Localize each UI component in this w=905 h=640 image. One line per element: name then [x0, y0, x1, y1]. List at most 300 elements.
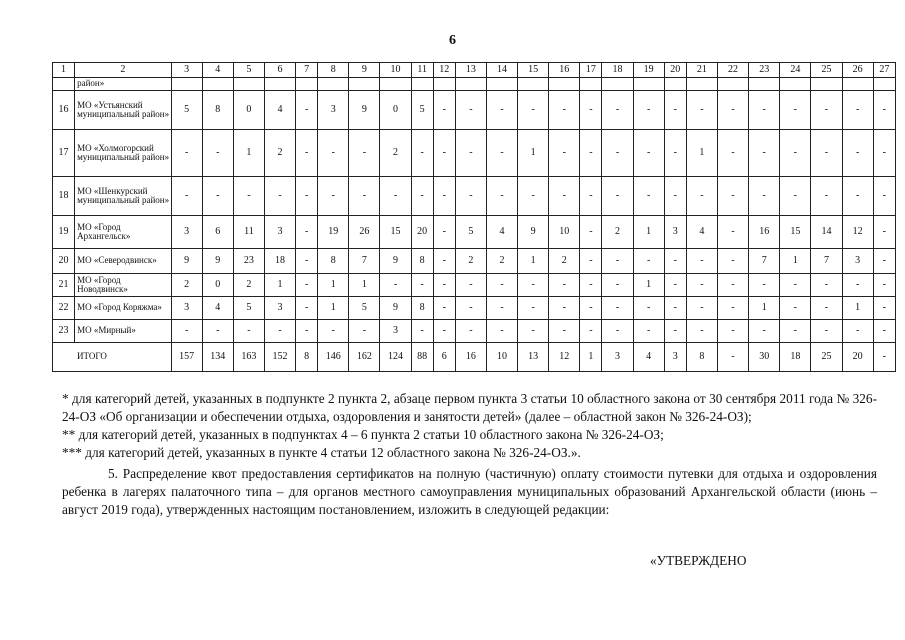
table-cell: 1	[633, 274, 664, 297]
table-cell	[233, 78, 264, 91]
table-cell: -	[580, 274, 602, 297]
table-cell: -	[664, 130, 686, 177]
table-cell	[318, 78, 349, 91]
table-cell: 1	[518, 130, 549, 177]
table-cell: -	[811, 297, 842, 320]
column-header: 23	[749, 63, 780, 78]
footnotes	[62, 390, 877, 519]
table-cell: -	[296, 91, 318, 130]
total-cell: 3	[602, 343, 633, 372]
table-cell: 5	[455, 216, 486, 249]
row-number: 16	[53, 91, 75, 130]
footnote-1: * для категорий детей, указанных в подпункте 2 пункта 2, абзаце первом пункта 3 статьи 10 областного закона от 30 сентября 2011 года № 326-24-ОЗ «Об организации и обеспечении отдыха, оздоровления и занятости детей» (далее – областной закон № 326-24-ОЗ);	[62, 391, 877, 424]
table-cell: 3	[171, 216, 202, 249]
table-cell: -	[455, 91, 486, 130]
municipality-name: МО «Город Коряжма»	[75, 297, 171, 320]
table-cell: -	[486, 130, 517, 177]
column-header: 11	[411, 63, 433, 78]
table-cell: -	[318, 130, 349, 177]
total-cell: 13	[518, 343, 549, 372]
table-cell: 12	[842, 216, 873, 249]
table-cell: 3	[171, 297, 202, 320]
table-cell: 0	[202, 274, 233, 297]
table-cell: 2	[233, 274, 264, 297]
table-cell: -	[602, 177, 633, 216]
table-cell: -	[411, 177, 433, 216]
table-cell: 1	[633, 216, 664, 249]
table-cell: 2	[486, 249, 517, 274]
table-cell: -	[633, 320, 664, 343]
table-cell: 18	[264, 249, 295, 274]
table-cell: -	[664, 297, 686, 320]
table-row	[53, 320, 896, 343]
total-cell: 12	[549, 343, 580, 372]
table-cell	[686, 78, 717, 91]
table-cell: -	[580, 320, 602, 343]
table-cell: -	[717, 297, 748, 320]
column-header: 10	[380, 63, 411, 78]
table-cell	[296, 78, 318, 91]
table-cell: 0	[233, 91, 264, 130]
total-label: ИТОГО	[53, 343, 172, 372]
table-cell: -	[433, 274, 455, 297]
table-cell: -	[380, 274, 411, 297]
column-header: 7	[296, 63, 318, 78]
table-cell: -	[873, 130, 895, 177]
table-cell: -	[664, 91, 686, 130]
table-cell: -	[749, 91, 780, 130]
table-cell: -	[202, 130, 233, 177]
table-cell: -	[842, 177, 873, 216]
row-number: 18	[53, 177, 75, 216]
table-cell: -	[811, 320, 842, 343]
table-cell: 2	[380, 130, 411, 177]
table-cell: 19	[318, 216, 349, 249]
table-row	[53, 177, 896, 216]
row-number	[53, 78, 75, 91]
footnote-2: ** для категорий детей, указанных в подпунктах 4 – 6 пункта 2 статьи 10 областного закона № 326-24-ОЗ;	[62, 427, 664, 442]
table-cell: -	[842, 91, 873, 130]
row-number: 22	[53, 297, 75, 320]
table-cell: 9	[202, 249, 233, 274]
column-header: 15	[518, 63, 549, 78]
total-cell: -	[873, 343, 895, 372]
table-cell: 3	[318, 91, 349, 130]
municipality-name: МО «Город Архангельск»	[75, 216, 171, 249]
table-cell: -	[780, 297, 811, 320]
municipality-name: МО «Шенкурский муниципальный район»	[75, 177, 171, 216]
total-cell: 134	[202, 343, 233, 372]
table-cell: 1	[349, 274, 380, 297]
table-cell: 1	[264, 274, 295, 297]
table-cell: -	[433, 216, 455, 249]
table-cell	[717, 78, 748, 91]
table-cell: 2	[549, 249, 580, 274]
table-cell: -	[664, 320, 686, 343]
table-cell: 5	[171, 91, 202, 130]
table-cell: 5	[233, 297, 264, 320]
column-header: 1	[53, 63, 75, 78]
municipality-name: МО «Город Новодвинск»	[75, 274, 171, 297]
column-header: 19	[633, 63, 664, 78]
table-cell: -	[580, 249, 602, 274]
total-row	[53, 343, 896, 372]
table-cell	[602, 78, 633, 91]
table-row	[53, 297, 896, 320]
table-cell: -	[811, 91, 842, 130]
approved-stamp-text: «УТВЕРЖДЕНО	[650, 553, 747, 568]
total-cell: 8	[686, 343, 717, 372]
table-cell: -	[633, 249, 664, 274]
table-cell: 9	[380, 249, 411, 274]
table-row	[53, 78, 896, 91]
table-cell: -	[455, 320, 486, 343]
table-cell: 8	[411, 297, 433, 320]
table-cell: 1	[780, 249, 811, 274]
table-cell: -	[602, 249, 633, 274]
total-cell: -	[717, 343, 748, 372]
table-cell: -	[455, 130, 486, 177]
table-cell: -	[811, 130, 842, 177]
table-cell: -	[549, 320, 580, 343]
table-cell: 4	[686, 216, 717, 249]
table-cell: 10	[549, 216, 580, 249]
column-header: 20	[664, 63, 686, 78]
row-number: 21	[53, 274, 75, 297]
table-cell: 9	[171, 249, 202, 274]
table-cell: -	[664, 177, 686, 216]
table-cell: -	[780, 130, 811, 177]
table-cell: -	[749, 130, 780, 177]
table-cell: -	[349, 130, 380, 177]
table-cell: 9	[380, 297, 411, 320]
table-cell: -	[717, 249, 748, 274]
table-cell: 3	[842, 249, 873, 274]
table-cell: -	[549, 274, 580, 297]
table-cell	[780, 78, 811, 91]
table-cell	[380, 78, 411, 91]
table-cell: -	[433, 91, 455, 130]
table-cell: -	[873, 249, 895, 274]
column-header: 27	[873, 63, 895, 78]
table-cell: -	[486, 274, 517, 297]
table-cell	[202, 78, 233, 91]
table-cell: -	[411, 274, 433, 297]
table-cell: 20	[411, 216, 433, 249]
table-cell: -	[602, 297, 633, 320]
table-cell: -	[717, 91, 748, 130]
table-cell: -	[549, 91, 580, 130]
page-number: 6	[449, 33, 456, 48]
table-cell: -	[717, 320, 748, 343]
table-cell: 4	[264, 91, 295, 130]
table-cell	[580, 78, 602, 91]
table-cell: -	[171, 130, 202, 177]
municipality-name: МО «Северодвинск»	[75, 249, 171, 274]
table-cell: -	[264, 320, 295, 343]
table-cell: 6	[202, 216, 233, 249]
table-cell: 9	[349, 91, 380, 130]
column-header: 22	[717, 63, 748, 78]
table-cell: -	[580, 216, 602, 249]
table-cell: 1	[842, 297, 873, 320]
table-cell	[549, 78, 580, 91]
total-cell: 18	[780, 343, 811, 372]
table-cell: -	[264, 177, 295, 216]
table-cell: 11	[233, 216, 264, 249]
table-cell: 8	[202, 91, 233, 130]
table-cell: -	[433, 297, 455, 320]
table-cell: -	[873, 297, 895, 320]
table-cell: -	[349, 177, 380, 216]
table-cell: -	[717, 177, 748, 216]
table-cell: -	[717, 216, 748, 249]
table-cell: -	[518, 91, 549, 130]
table-cell	[455, 78, 486, 91]
total-cell: 16	[455, 343, 486, 372]
column-header: 21	[686, 63, 717, 78]
total-cell: 162	[349, 343, 380, 372]
column-header: 5	[233, 63, 264, 78]
column-header: 2	[75, 63, 171, 78]
table-cell: -	[749, 274, 780, 297]
table-cell: -	[455, 297, 486, 320]
footnote-3: *** для категорий детей, указанных в пункте 4 статьи 12 областного закона № 326-24-ОЗ.».	[62, 445, 581, 460]
table-cell: 15	[380, 216, 411, 249]
column-header: 9	[349, 63, 380, 78]
table-cell: -	[433, 320, 455, 343]
table-cell: -	[780, 320, 811, 343]
table-cell: -	[842, 274, 873, 297]
municipality-name: МО «Холмогорский муниципальный район»	[75, 130, 171, 177]
table-cell	[411, 78, 433, 91]
table-cell: -	[686, 91, 717, 130]
table-cell: 1	[749, 297, 780, 320]
table-cell: -	[811, 177, 842, 216]
table-cell: -	[549, 297, 580, 320]
table-cell: -	[233, 320, 264, 343]
table-cell	[433, 78, 455, 91]
column-header: 16	[549, 63, 580, 78]
total-cell: 88	[411, 343, 433, 372]
row-number: 19	[53, 216, 75, 249]
table-cell	[486, 78, 517, 91]
column-header: 8	[318, 63, 349, 78]
table-cell: -	[202, 320, 233, 343]
table-cell: -	[549, 177, 580, 216]
table-cell: 3	[664, 216, 686, 249]
column-header: 17	[580, 63, 602, 78]
table-cell: -	[749, 320, 780, 343]
table-cell: 1	[318, 297, 349, 320]
table-cell: -	[349, 320, 380, 343]
table-cell	[171, 78, 202, 91]
column-header: 26	[842, 63, 873, 78]
total-cell: 1	[580, 343, 602, 372]
table-cell	[349, 78, 380, 91]
table-cell: -	[433, 130, 455, 177]
table-cell: -	[580, 177, 602, 216]
table-cell: 3	[264, 297, 295, 320]
table-cell: -	[873, 91, 895, 130]
table-cell: -	[633, 91, 664, 130]
table-cell: -	[518, 320, 549, 343]
table-cell	[873, 78, 895, 91]
table-cell: -	[780, 274, 811, 297]
table-cell: -	[233, 177, 264, 216]
table-cell: -	[380, 177, 411, 216]
table-cell: -	[171, 320, 202, 343]
table-cell: -	[780, 91, 811, 130]
table-cell	[633, 78, 664, 91]
table-cell: -	[411, 320, 433, 343]
table-cell: -	[873, 177, 895, 216]
table-cell: -	[296, 177, 318, 216]
table-cell: -	[518, 297, 549, 320]
table-cell: -	[686, 177, 717, 216]
table-cell: 5	[411, 91, 433, 130]
total-cell: 3	[664, 343, 686, 372]
table-cell: -	[842, 130, 873, 177]
table-cell: 16	[749, 216, 780, 249]
table-row	[53, 130, 896, 177]
row-number: 23	[53, 320, 75, 343]
table-cell: -	[633, 130, 664, 177]
table-cell: -	[455, 177, 486, 216]
table-cell: 23	[233, 249, 264, 274]
table-cell: -	[749, 177, 780, 216]
column-header: 3	[171, 63, 202, 78]
row-number: 17	[53, 130, 75, 177]
table-cell: 4	[486, 216, 517, 249]
table-cell: -	[811, 274, 842, 297]
column-header: 24	[780, 63, 811, 78]
table-row	[53, 91, 896, 130]
table-cell: 7	[349, 249, 380, 274]
table-cell: -	[633, 177, 664, 216]
table-cell: -	[664, 249, 686, 274]
total-cell: 157	[171, 343, 202, 372]
table-cell: -	[580, 91, 602, 130]
total-cell: 20	[842, 343, 873, 372]
table-cell	[749, 78, 780, 91]
municipality-name: район»	[75, 78, 171, 91]
table-cell: -	[202, 177, 233, 216]
table-cell: 2	[171, 274, 202, 297]
total-cell: 10	[486, 343, 517, 372]
total-cell: 124	[380, 343, 411, 372]
table-cell: 1	[518, 249, 549, 274]
table-cell: -	[455, 274, 486, 297]
column-header: 4	[202, 63, 233, 78]
table-cell: -	[549, 130, 580, 177]
table-cell: -	[433, 177, 455, 216]
total-cell: 25	[811, 343, 842, 372]
table-cell	[518, 78, 549, 91]
column-header: 14	[486, 63, 517, 78]
total-cell: 8	[296, 343, 318, 372]
table-cell: 8	[411, 249, 433, 274]
total-cell: 152	[264, 343, 295, 372]
table-cell: -	[296, 130, 318, 177]
table-cell: -	[296, 320, 318, 343]
table-cell: -	[602, 130, 633, 177]
table-cell: 1	[686, 130, 717, 177]
table-row	[53, 216, 896, 249]
table-cell: -	[580, 297, 602, 320]
table-cell: -	[873, 216, 895, 249]
table-cell: -	[686, 249, 717, 274]
table-cell	[811, 78, 842, 91]
table-cell: -	[171, 177, 202, 216]
table-cell: -	[664, 274, 686, 297]
table-cell: -	[633, 297, 664, 320]
table-cell: 7	[811, 249, 842, 274]
table-cell	[664, 78, 686, 91]
table-cell: 3	[264, 216, 295, 249]
table-cell: 15	[780, 216, 811, 249]
table-cell: -	[842, 320, 873, 343]
quota-table	[52, 62, 896, 372]
table-cell: 9	[518, 216, 549, 249]
table-cell	[842, 78, 873, 91]
total-cell: 163	[233, 343, 264, 372]
column-header: 18	[602, 63, 633, 78]
column-header: 6	[264, 63, 295, 78]
row-number: 20	[53, 249, 75, 274]
table-cell: 3	[380, 320, 411, 343]
municipality-name: МО «Мирный»	[75, 320, 171, 343]
table-cell: 2	[602, 216, 633, 249]
table-cell: 26	[349, 216, 380, 249]
table-cell: -	[686, 274, 717, 297]
table-cell: -	[873, 320, 895, 343]
table-cell: -	[433, 249, 455, 274]
table-cell: -	[296, 297, 318, 320]
total-cell: 146	[318, 343, 349, 372]
table-cell: 0	[380, 91, 411, 130]
table-cell: 7	[749, 249, 780, 274]
table-cell: -	[296, 274, 318, 297]
table-cell: -	[686, 320, 717, 343]
column-header: 25	[811, 63, 842, 78]
table-cell: -	[602, 274, 633, 297]
total-cell: 4	[633, 343, 664, 372]
table-row	[53, 274, 896, 297]
table-cell: -	[717, 130, 748, 177]
table-header-row	[53, 63, 896, 78]
municipality-name: МО «Устьянский муниципальный район»	[75, 91, 171, 130]
total-cell: 6	[433, 343, 455, 372]
table-cell: -	[318, 177, 349, 216]
table-cell: -	[411, 130, 433, 177]
table-cell: -	[486, 297, 517, 320]
table-cell: -	[518, 177, 549, 216]
table-cell: -	[486, 177, 517, 216]
table-cell: 4	[202, 297, 233, 320]
table-cell: -	[486, 91, 517, 130]
table-cell: -	[602, 320, 633, 343]
table-cell	[264, 78, 295, 91]
table-cell: 1	[233, 130, 264, 177]
table-cell: 8	[318, 249, 349, 274]
table-cell: -	[873, 274, 895, 297]
table-cell: -	[602, 91, 633, 130]
table-cell: 14	[811, 216, 842, 249]
table-cell: -	[686, 297, 717, 320]
table-cell: -	[318, 320, 349, 343]
paragraph-5: 5. Распределение квот предоставления сертификатов на полную (частичную) оплату стоимости путевки для отдыха и оздоровления ребенка в лагерях палаточного типа – для органов местного самоуправления муниципальных образований Архангельской области (июнь – август 2019 года), утвержденных настоящим постановлением, изложить в следующей редакции:	[62, 466, 877, 517]
